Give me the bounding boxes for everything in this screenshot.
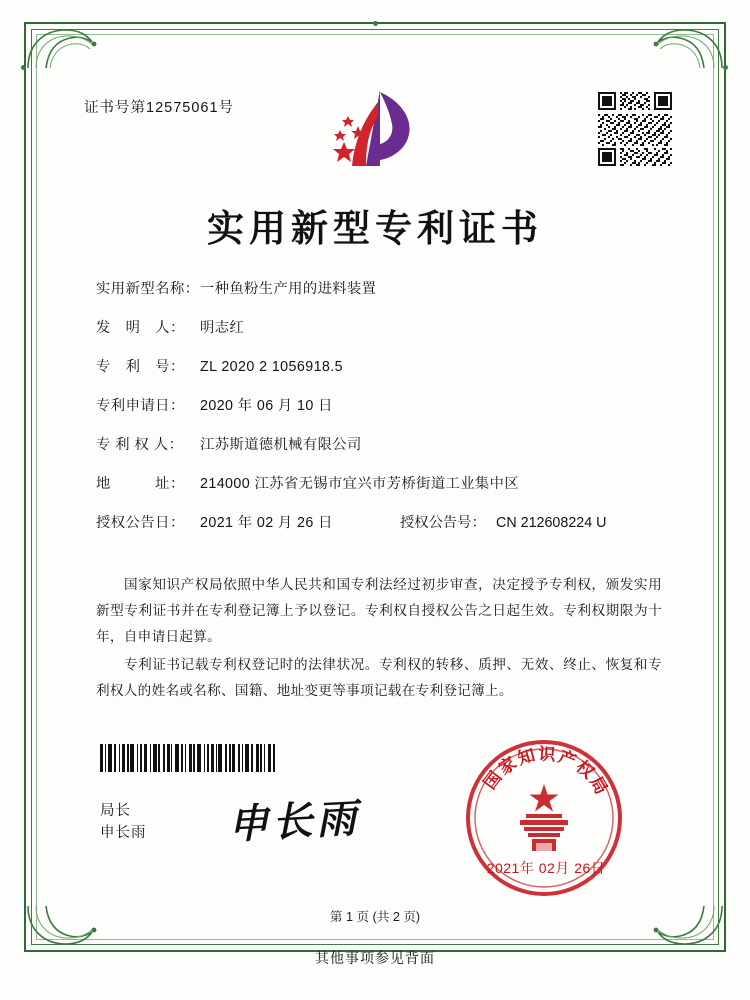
field-row-patent-number bbox=[96, 356, 666, 376]
field-row-patentee bbox=[96, 434, 666, 454]
field-list bbox=[96, 278, 666, 551]
field-label-grant-date: 授权公告日： bbox=[96, 515, 185, 531]
field-value: ZL 2020 2 1056918.5 bbox=[200, 359, 344, 375]
certificate-number: 证书号第12575061号 bbox=[84, 100, 235, 116]
field-label: 专利申请日： bbox=[96, 398, 185, 414]
field-label-grant-number: 授权公告号： bbox=[400, 515, 486, 531]
field-row-inventor bbox=[96, 317, 666, 337]
qr-code bbox=[598, 92, 672, 166]
field-label: 发 明 人： bbox=[96, 320, 185, 336]
field-value-grant-number: CN 212608224 U bbox=[496, 515, 607, 531]
field-label: 地 址： bbox=[96, 476, 185, 492]
svg-text:国家知识产权局: 国家知识产权局 bbox=[480, 744, 612, 800]
cnipa-logo-icon bbox=[322, 86, 430, 178]
border-ornament-dot-top bbox=[373, 21, 378, 26]
field-value: 2020 年 06 月 10 日 bbox=[200, 398, 333, 414]
signature-labels bbox=[100, 800, 147, 844]
corner-ornament-top-right bbox=[638, 24, 724, 70]
field-label: 专 利 权 人： bbox=[96, 437, 184, 453]
director-role-label: 局长 bbox=[100, 803, 131, 819]
seal-date: 2021年 02月 26日 bbox=[486, 860, 606, 876]
field-value: 明志红 bbox=[200, 320, 245, 336]
legal-paragraph-2: 专利证书记载专利权登记时的法律状况。专利权的转移、质押、无效、终止、恢复和专利权人的姓名或名称、国籍、地址变更等事项记载在专利登记簿上。 bbox=[96, 657, 662, 698]
field-value: 214000 江苏省无锡市宜兴市芳桥街道工业集中区 bbox=[200, 476, 520, 492]
footer-note: 其他事项参见背面 bbox=[315, 950, 435, 966]
legal-text bbox=[96, 572, 662, 706]
field-row-application-date bbox=[96, 395, 666, 415]
field-value: 一种鱼粉生产用的进料装置 bbox=[200, 281, 377, 297]
barcode bbox=[100, 744, 290, 772]
field-value: 江苏斯道德机械有限公司 bbox=[200, 437, 362, 453]
field-value-grant-date: 2021 年 02 月 26 日 bbox=[200, 515, 333, 531]
field-label: 专 利 号： bbox=[96, 359, 185, 375]
director-name-label: 申长雨 bbox=[100, 825, 147, 841]
corner-ornament-top-left bbox=[26, 24, 112, 70]
director-handwritten-signature: 申长雨 bbox=[227, 794, 362, 849]
page-number: 第 1 页 (共 2 页) bbox=[329, 910, 421, 924]
field-label: 实用新型名称： bbox=[96, 281, 200, 297]
page-title: 实用新型专利证书 bbox=[207, 207, 543, 250]
legal-paragraph-1: 国家知识产权局依照中华人民共和国专利法经过初步审查，决定授予专利权，颁发实用新型专利证书并在专利登记簿上予以登记。专利权自授权公告之日起生效。专利权期限为十年，自申请日起算。 bbox=[96, 577, 662, 644]
field-row-address bbox=[96, 473, 666, 493]
field-row-grant-announcement bbox=[96, 512, 666, 532]
field-row-utility-model-name bbox=[96, 278, 666, 298]
